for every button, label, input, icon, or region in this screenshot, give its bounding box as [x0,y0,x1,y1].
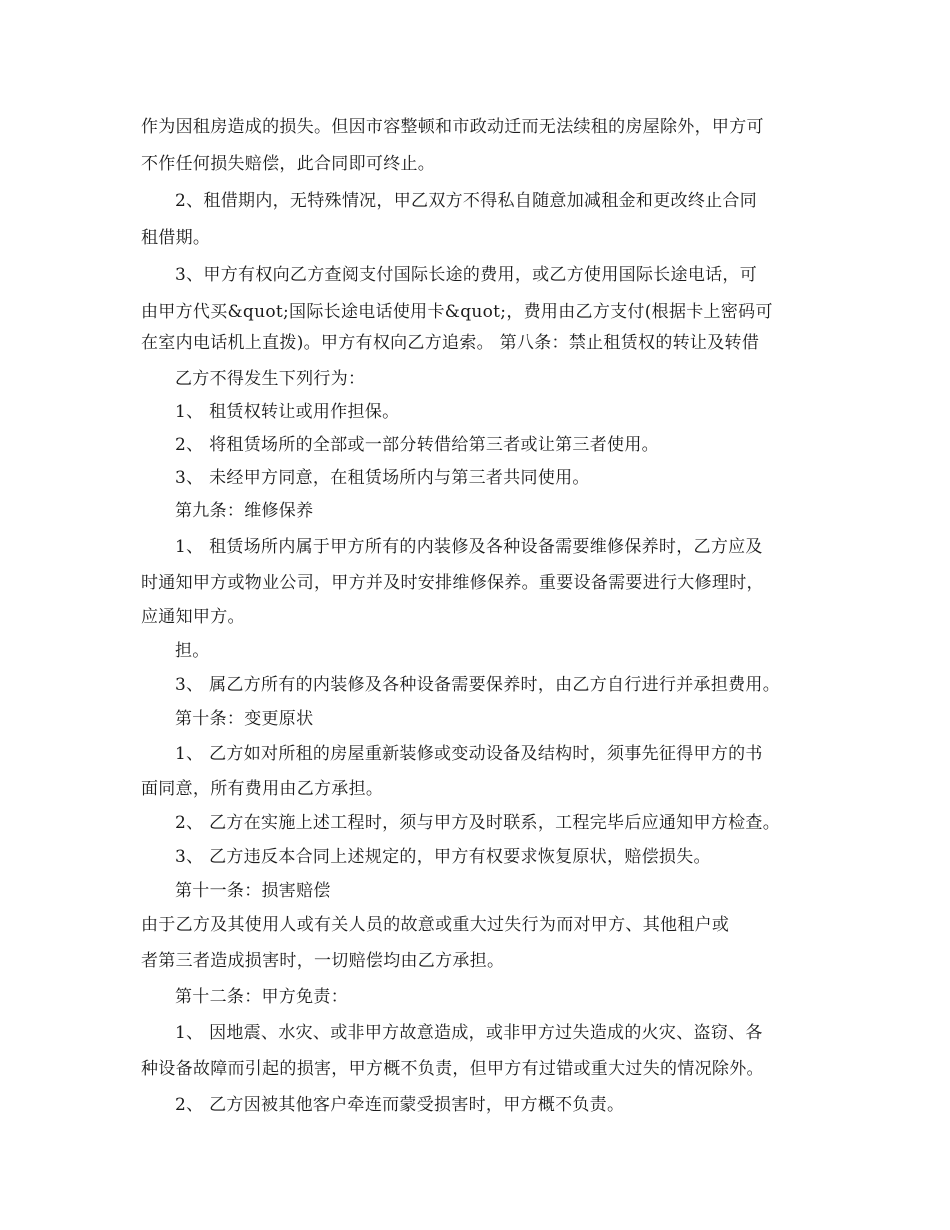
paragraph-line: 担。 [175,641,210,661]
list-item: 1、 租赁场所内属于甲方所有的内装修及各种设备需要维修保养时，乙方应及 [175,537,763,557]
section-heading: 第十二条：甲方免责： [175,987,348,1007]
paragraph-line: 在室内电话机上直拨)。甲方有权向乙方追索。 第八条：禁止租赁权的转让及转借 [141,333,760,353]
list-item: 2、 将租赁场所的全部或一部分转借给第三者或让第三者使用。 [175,435,659,455]
paragraph-line: 乙方不得发生下列行为： [175,369,366,389]
paragraph-line: 面同意，所有费用由乙方承担。 [141,779,384,799]
paragraph-line: 租借期。 [141,228,211,248]
paragraph-line: 时通知甲方或物业公司，甲方并及时安排维修保养。重要设备需要进行大修理时， [141,573,764,593]
paragraph-line: 3、甲方有权向乙方查阅支付国际长途的费用，或乙方使用国际长途电话，可 [175,265,758,285]
list-item: 2、 乙方因被其他客户牵连而蒙受损害时，甲方概不负责。 [175,1095,625,1115]
list-item: 2、 乙方在实施上述工程时，须与甲方及时联系，工程完毕后应通知甲方检查。 [175,813,781,833]
section-heading: 第九条：维修保养 [175,501,314,521]
list-item: 1、 租赁权转让或用作担保。 [175,402,400,422]
paragraph-line: 2、租借期内，无特殊情况，甲乙双方不得私自随意加减租金和更改终止合同 [175,191,758,211]
paragraph-line: 由于乙方及其使用人或有关人员的故意或重大过失行为而对甲方、其他租户或 [141,915,730,935]
paragraph-line: 者第三者造成损害时，一切赔偿均由乙方承担。 [141,951,505,971]
paragraph-line: 应通知甲方。 [141,607,245,627]
paragraph-line: 由甲方代买&quot;国际长途电话使用卡&quot;，费用由乙方支付(根据卡上密码可 [141,302,773,322]
section-heading: 第十条：变更原状 [175,709,314,729]
section-heading: 第十一条：损害赔偿 [175,881,331,901]
paragraph-line: 不作任何损失赔偿，此合同即可终止。 [141,154,436,174]
list-item: 1、 乙方如对所租的房屋重新装修或变动设备及结构时，须事先征得甲方的书 [175,744,763,764]
list-item: 1、 因地震、水灾、或非甲方故意造成，或非甲方过失造成的火灾、盗窃、各 [175,1023,763,1043]
paragraph-line: 作为因租房造成的损失。但因市容整顿和市政动迁而无法续租的房屋除外，甲方可 [141,117,764,137]
paragraph-line: 种设备故障而引起的损害，甲方概不负责，但甲方有过错或重大过失的情况除外。 [141,1059,764,1079]
list-item: 3、 乙方违反本合同上述规定的，甲方有权要求恢复原状，赔偿损失。 [175,847,711,867]
list-item: 3、 属乙方所有的内装修及各种设备需要保养时，由乙方自行进行并承担费用。 [175,675,781,695]
list-item: 3、 未经甲方同意，在租赁场所内与第三者共同使用。 [175,468,590,488]
